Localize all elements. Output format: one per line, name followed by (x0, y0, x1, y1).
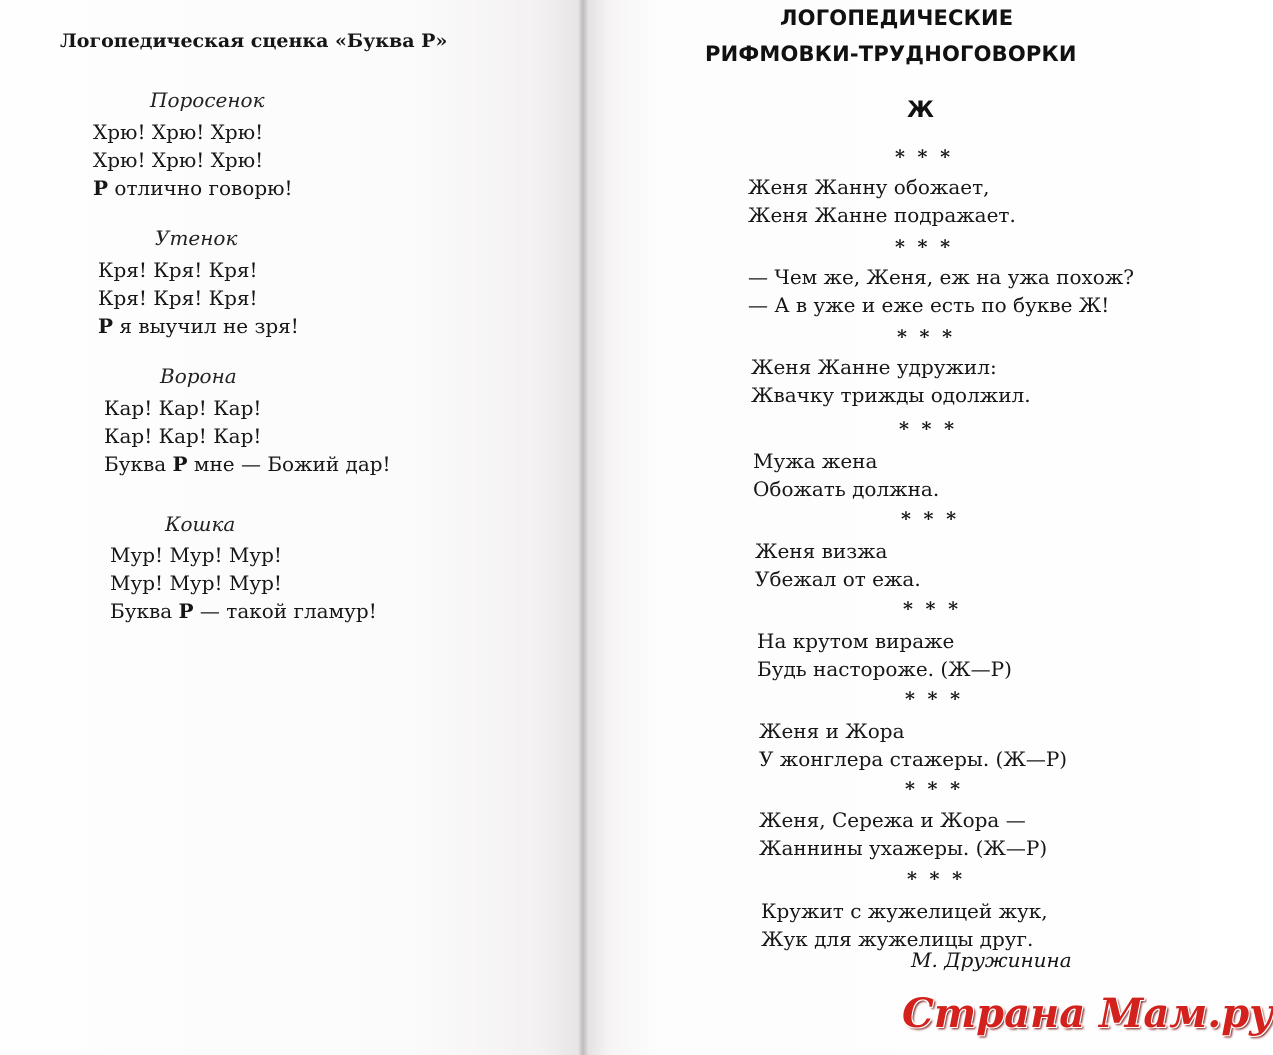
verse-line: Мужа жена (753, 449, 878, 473)
separator-stars: * * * (905, 688, 964, 710)
tongue-twister (759, 717, 1067, 773)
verse-line: Убежал от ежа. (755, 567, 921, 591)
verse-line: Жвачку трижды одолжил. (751, 383, 1031, 407)
tongue-twister (759, 806, 1047, 862)
character-name: Кошка (165, 512, 236, 536)
verse-line (98, 312, 299, 340)
separator-stars: * * * (895, 146, 954, 168)
separator-stars: * * * (907, 868, 966, 890)
letter-r: Р (178, 599, 194, 623)
verse-line: Женя и Жора (759, 719, 905, 743)
character-verse (104, 394, 391, 478)
verse-line: Кар! Кар! Кар! (104, 396, 262, 420)
verse-line: Кружит с жужелицей жук, (761, 899, 1048, 923)
separator-stars: * * * (903, 598, 962, 620)
tongue-twister (755, 537, 921, 593)
character-verse (110, 541, 377, 625)
scene-title: Логопедическая сценка «Буква Р» (60, 30, 448, 52)
verse-line: Кря! Кря! Кря! (98, 258, 258, 282)
verse-line: Жук для жужелицы друг. (761, 927, 1034, 951)
verse-text: Буква (104, 452, 173, 476)
verse-line: Кря! Кря! Кря! (98, 286, 258, 310)
tongue-twister (748, 173, 1016, 229)
tongue-twister (753, 447, 939, 503)
verse-line (93, 174, 293, 202)
verse-line: На крутом вираже (757, 629, 955, 653)
author-name: М. Дружинина (911, 948, 1072, 972)
verse-line (104, 450, 391, 478)
right-page (585, 0, 1200, 1055)
verse-text: отлично говорю! (108, 176, 293, 200)
heading-line-1: ЛОГОПЕДИЧЕСКИЕ (780, 6, 1014, 30)
separator-stars: * * * (901, 508, 960, 530)
verse-line: Женя Жанне удружил: (751, 355, 997, 379)
tongue-twister (761, 897, 1048, 953)
verse-text: я выучил не зря! (113, 314, 299, 338)
heading-line-2: РИФМОВКИ-ТРУДНОГОВОРКИ (705, 42, 1077, 66)
verse-line: Хрю! Хрю! Хрю! (93, 120, 264, 144)
verse-line: Будь настороже. (Ж—Р) (757, 657, 1012, 681)
verse-line: Мур! Мур! Мур! (110, 543, 282, 567)
separator-stars: * * * (897, 326, 956, 348)
letter-r: Р (172, 452, 188, 476)
verse-line (110, 597, 377, 625)
verse-text: — такой гламур! (193, 599, 377, 623)
separator-stars: * * * (905, 778, 964, 800)
separator-stars: * * * (899, 418, 958, 440)
verse-line: Женя Жанну обожает, (748, 175, 990, 199)
site-watermark: Страна Мам.ру (902, 990, 1273, 1037)
verse-line: Обожать должна. (753, 477, 940, 501)
character-verse (98, 256, 299, 340)
book-binding (578, 0, 588, 1055)
verse-line: — Чем же, Женя, еж на ужа похож? (748, 265, 1134, 289)
tongue-twister (757, 627, 1012, 683)
character-name: Утенок (155, 226, 238, 250)
verse-line: Женя, Сережа и Жора — (759, 808, 1026, 832)
tongue-twister (751, 353, 1031, 409)
character-verse (93, 118, 293, 202)
letter-r: Р (98, 314, 114, 338)
verse-line: Женя визжа (755, 539, 888, 563)
verse-line: Кар! Кар! Кар! (104, 424, 262, 448)
left-page (0, 0, 585, 1055)
tongue-twister (748, 263, 1134, 319)
section-letter: Ж (907, 98, 935, 123)
verse-text: мне — Божий дар! (187, 452, 391, 476)
verse-line: Хрю! Хрю! Хрю! (93, 148, 264, 172)
separator-stars: * * * (895, 236, 954, 258)
verse-line: У жонглера стажеры. (Ж—Р) (759, 747, 1068, 771)
character-name: Ворона (160, 364, 237, 388)
character-name: Поросенок (150, 88, 265, 112)
verse-line: Жаннины ухажеры. (Ж—Р) (759, 836, 1048, 860)
verse-line: — А в уже и еже есть по букве Ж! (748, 293, 1110, 317)
verse-line: Женя Жанне подражает. (748, 203, 1016, 227)
verse-text: Буква (110, 599, 179, 623)
verse-line: Мур! Мур! Мур! (110, 571, 282, 595)
letter-r: Р (93, 176, 109, 200)
